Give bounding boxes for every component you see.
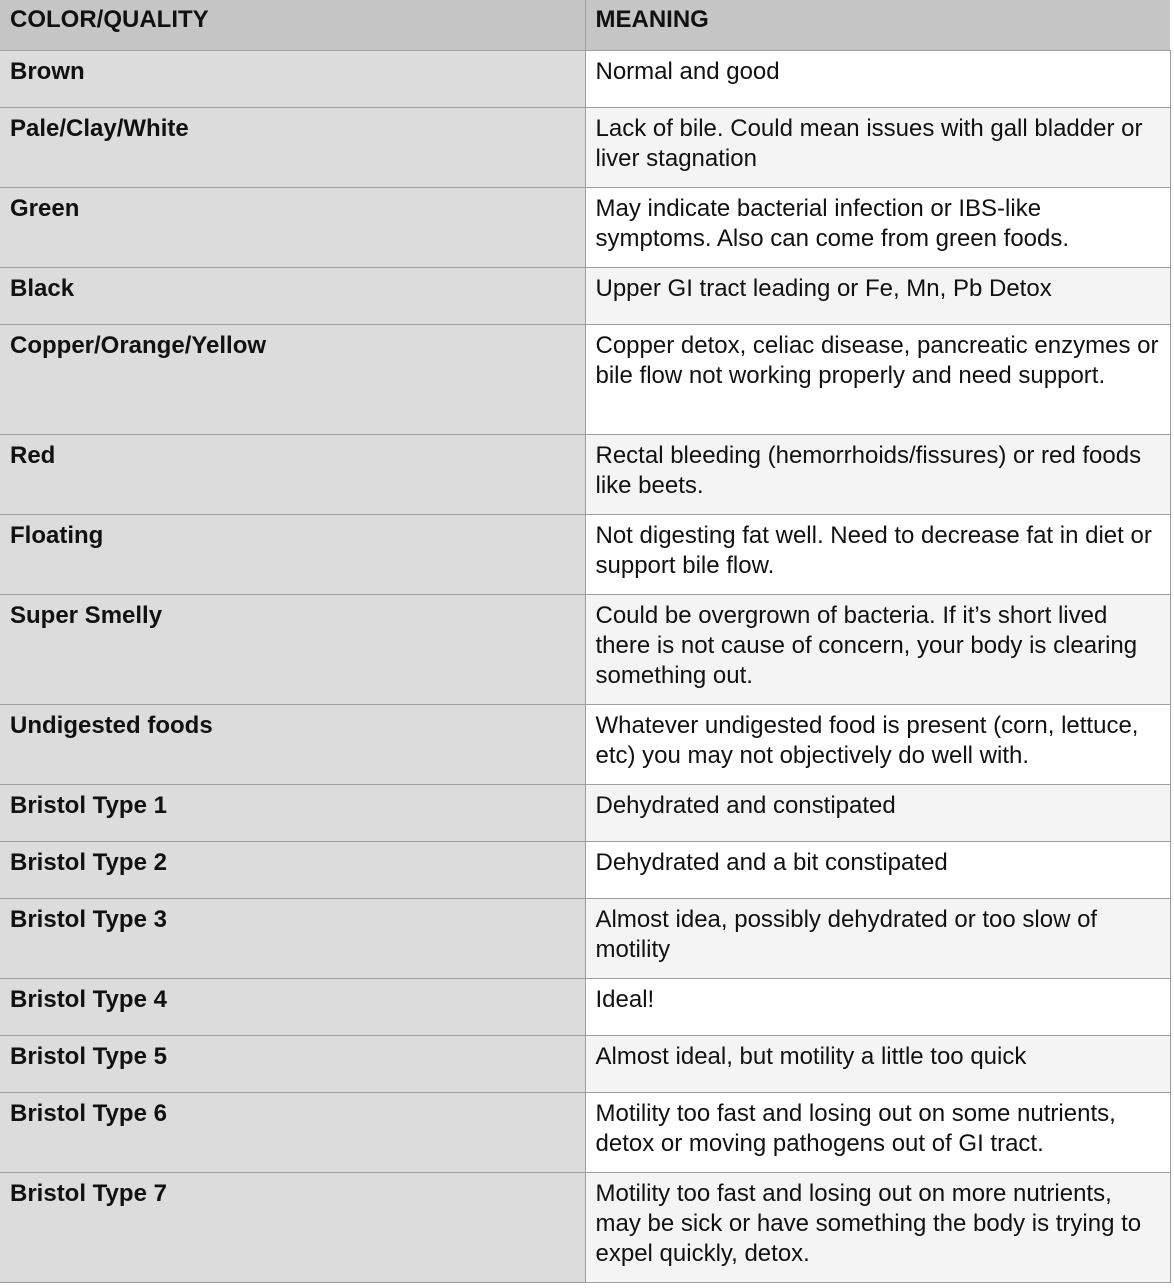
table-row <box>0 705 1170 785</box>
table-row <box>0 51 1170 108</box>
row-value: Normal and good <box>585 51 1170 108</box>
table-row <box>0 435 1170 515</box>
row-value: Motility too fast and losing out on more nutrients, may be sick or have something the body is trying to expel quickly, detox. <box>585 1173 1170 1283</box>
row-value: Dehydrated and a bit constipated <box>585 842 1170 899</box>
row-key: Bristol Type 4 <box>0 979 585 1036</box>
row-key: Red <box>0 435 585 515</box>
row-value: Almost ideal, but motility a little too quick <box>585 1036 1170 1093</box>
table-row <box>0 899 1170 979</box>
row-value: Dehydrated and constipated <box>585 785 1170 842</box>
row-value: Almost idea, possibly dehydrated or too slow of motility <box>585 899 1170 979</box>
table-row <box>0 268 1170 325</box>
table-row <box>0 595 1170 705</box>
row-key: Floating <box>0 515 585 595</box>
header-row <box>0 0 1170 51</box>
table-row <box>0 979 1170 1036</box>
row-value: Motility too fast and losing out on some nutrients, detox or moving pathogens out of GI tract. <box>585 1093 1170 1173</box>
row-key: Green <box>0 188 585 268</box>
table-row <box>0 188 1170 268</box>
table-row <box>0 1173 1170 1283</box>
row-value: May indicate bacterial infection or IBS-like symptoms. Also can come from green foods. <box>585 188 1170 268</box>
row-key: Bristol Type 1 <box>0 785 585 842</box>
table-row <box>0 842 1170 899</box>
row-key: Black <box>0 268 585 325</box>
table-row <box>0 785 1170 842</box>
row-key: Bristol Type 6 <box>0 1093 585 1173</box>
table-row <box>0 108 1170 188</box>
row-key: Brown <box>0 51 585 108</box>
row-key: Bristol Type 3 <box>0 899 585 979</box>
row-value: Not digesting fat well. Need to decrease fat in diet or support bile flow. <box>585 515 1170 595</box>
row-value: Upper GI tract leading or Fe, Mn, Pb Detox <box>585 268 1170 325</box>
row-value: Lack of bile. Could mean issues with gall bladder or liver stagnation <box>585 108 1170 188</box>
table-row <box>0 1093 1170 1173</box>
row-value: Ideal! <box>585 979 1170 1036</box>
row-key: Super Smelly <box>0 595 585 705</box>
row-value: Rectal bleeding (hemorrhoids/fissures) or red foods like beets. <box>585 435 1170 515</box>
row-value: Could be overgrown of bacteria. If it’s short lived there is not cause of concern, your body is clearing something out. <box>585 595 1170 705</box>
header-meaning: MEANING <box>585 0 1170 51</box>
row-value: Copper detox, celiac disease, pancreatic enzymes or bile flow not working properly and need support. <box>585 325 1170 435</box>
row-key: Undigested foods <box>0 705 585 785</box>
table-row <box>0 515 1170 595</box>
row-key: Bristol Type 2 <box>0 842 585 899</box>
row-key: Pale/Clay/White <box>0 108 585 188</box>
table-row <box>0 1036 1170 1093</box>
row-key: Bristol Type 7 <box>0 1173 585 1283</box>
row-key: Bristol Type 5 <box>0 1036 585 1093</box>
table-row <box>0 325 1170 435</box>
row-key: Copper/Orange/Yellow <box>0 325 585 435</box>
header-color-quality: COLOR/QUALITY <box>0 0 585 51</box>
row-value: Whatever undigested food is present (corn, lettuce, etc) you may not objectively do well with. <box>585 705 1170 785</box>
